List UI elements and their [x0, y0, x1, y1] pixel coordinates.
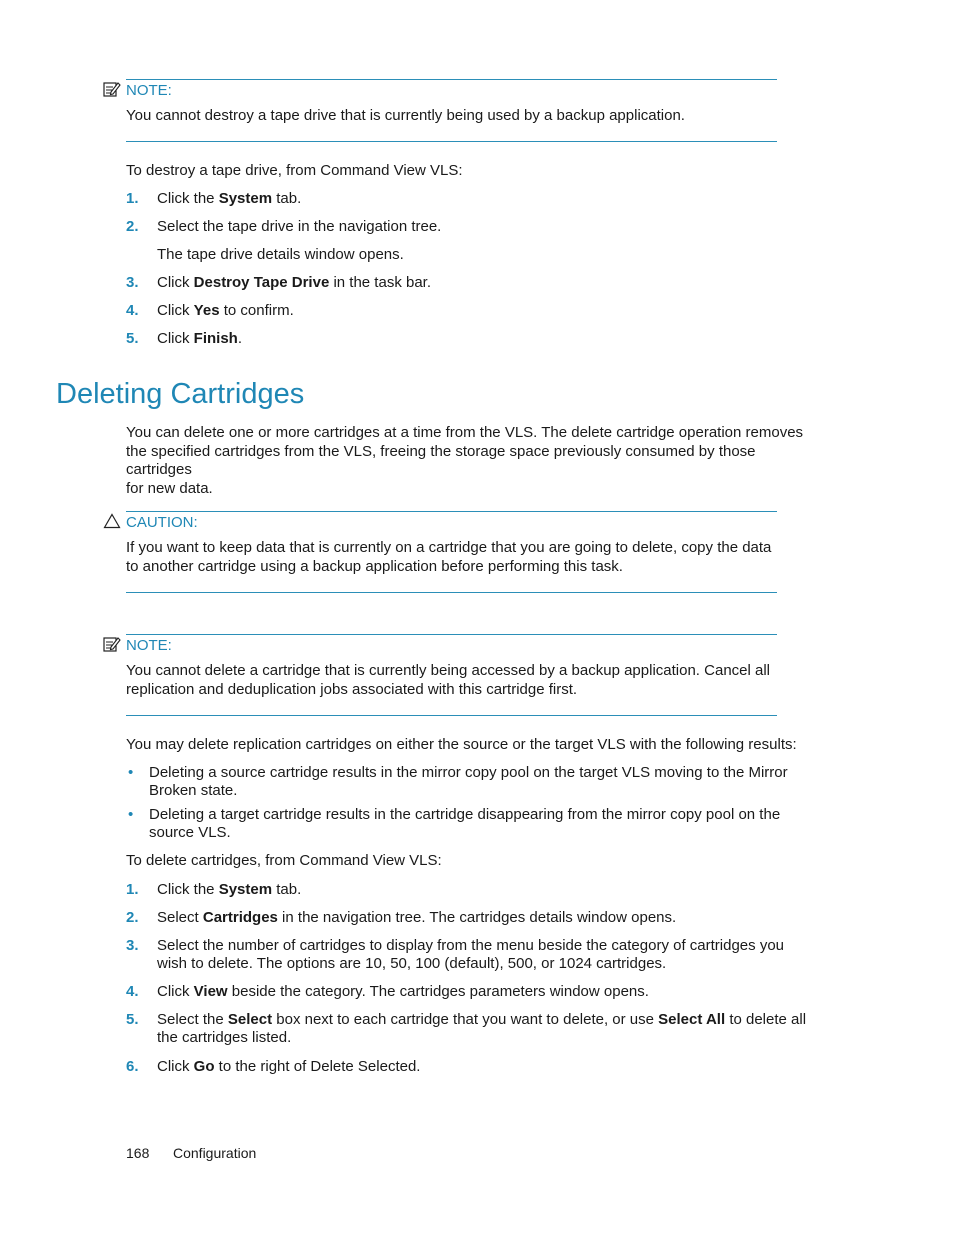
- note-label: NOTE:: [126, 637, 172, 654]
- step-result: The tape drive details window opens.: [157, 246, 404, 263]
- step-text: Click Go to the right of Delete Selected.: [157, 1058, 421, 1075]
- step-text: Select the Select box next to each cartridge that you want to delete, or use Select All to delete all the cartridges listed.: [157, 1011, 807, 1046]
- bullet-text: Deleting a target cartridge results in the cartridge disappearing from the mirror copy pool on the source VLS.: [149, 806, 781, 841]
- step-number: 4.: [126, 302, 139, 319]
- note-text: You cannot delete a cartridge that is currently being accessed by a backup application. Cancel all replication and deduplication jobs associated with this cartridge first.: [126, 662, 771, 698]
- note-icon: [103, 81, 121, 97]
- warning-triangle-icon: [103, 513, 121, 529]
- bullet-text: Deleting a source cartridge results in the mirror copy pool on the target VLS moving to the Mirror Broken state.: [149, 764, 788, 799]
- step-number: 5.: [126, 330, 139, 347]
- section-intro: You can delete one or more cartridges at a time from the VLS. The delete cartridge operation removes the specified cartridges from the VLS, freeing the storage space previously consumed by those cartridges for new data.: [126, 424, 804, 497]
- caution-text: If you want to keep data that is currently on a cartridge that you are going to delete, copy the data to another cartridge using a backup application before performing this task.: [126, 539, 772, 575]
- step-number: 3.: [126, 937, 139, 954]
- caution-top-rule: [126, 511, 777, 512]
- note-top-rule: [126, 634, 777, 635]
- section-heading: Deleting Cartridges: [56, 378, 305, 410]
- note-bottom-rule: [126, 715, 777, 716]
- bullet-marker: •: [128, 806, 134, 823]
- delete-intro: To delete cartridges, from Command View VLS:: [126, 852, 442, 869]
- step-text: Click the System tab.: [157, 881, 302, 898]
- note-text: You cannot destroy a tape drive that is currently being used by a backup application.: [126, 107, 685, 124]
- note-icon: [103, 636, 121, 652]
- step-number: 1.: [126, 881, 139, 898]
- step-text: Click View beside the category. The cartridges parameters window opens.: [157, 983, 649, 1000]
- note-label: NOTE:: [126, 82, 172, 99]
- bullet-marker: •: [128, 764, 134, 781]
- step-text: Select the number of cartridges to display from the menu beside the category of cartridges you wish to delete. The options are 10, 50, 100 (default), 500, or 1024 cartridges.: [157, 937, 784, 972]
- step-number: 2.: [126, 218, 139, 235]
- step-text: Click the System tab.: [157, 190, 302, 207]
- step-text: Select the tape drive in the navigation tree.: [157, 218, 442, 235]
- page-number: 168: [126, 1145, 150, 1161]
- step-number: 4.: [126, 983, 139, 1000]
- step-text: Click Finish.: [157, 330, 243, 347]
- step-text: Click Yes to confirm.: [157, 302, 294, 319]
- step-text: Click Destroy Tape Drive in the task bar.: [157, 274, 432, 291]
- caution-bottom-rule: [126, 592, 777, 593]
- step-number: 3.: [126, 274, 139, 291]
- step-number: 6.: [126, 1058, 139, 1075]
- destroy-intro: To destroy a tape drive, from Command View VLS:: [126, 162, 463, 179]
- step-number: 1.: [126, 190, 139, 207]
- step-number: 5.: [126, 1011, 139, 1028]
- footer-section: Configuration: [173, 1145, 257, 1161]
- caution-label: CAUTION:: [126, 514, 198, 531]
- step-number: 2.: [126, 909, 139, 926]
- replication-intro: You may delete replication cartridges on either the source or the target VLS with the following results:: [126, 736, 797, 753]
- note-bottom-rule: [126, 141, 777, 142]
- step-text: Select Cartridges in the navigation tree. The cartridges details window opens.: [157, 909, 677, 926]
- note-top-rule: [126, 79, 777, 80]
